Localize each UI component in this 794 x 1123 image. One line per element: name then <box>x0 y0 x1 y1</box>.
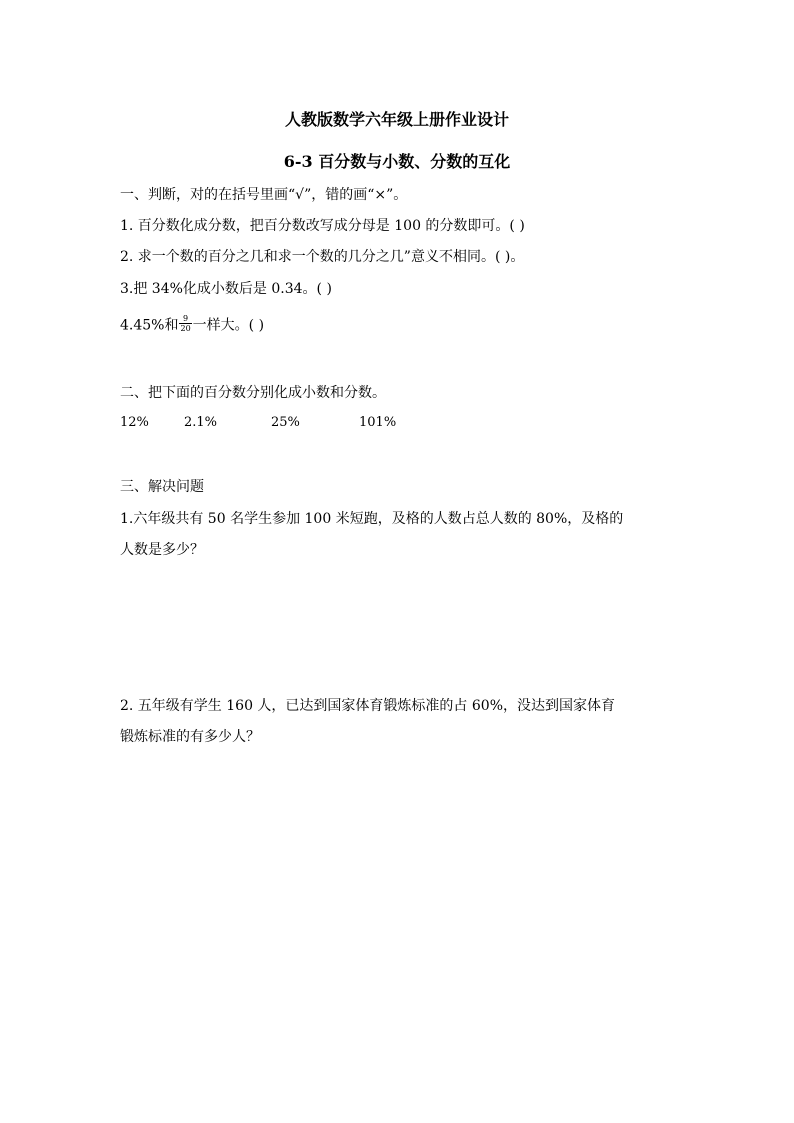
judgement-question-1: 1. 百分数化成分数，把百分数改写成分母是 100 的分数即可。( ) <box>120 218 525 234</box>
judgement-question-3: 3.把 34%化成小数后是 0.34。( ) <box>120 281 332 297</box>
lesson-subtitle: 6-3 百分数与小数、分数的互化 <box>283 152 511 171</box>
judgement-question-4 <box>120 316 264 335</box>
problem-1-line-2: 人数是多少？ <box>120 542 204 558</box>
percent-item: 25% <box>271 415 300 430</box>
fraction-denominator: 20 <box>180 324 191 333</box>
fraction-numerator: 9 <box>183 314 189 323</box>
section2-heading: 二、把下面的百分数分别化成小数和分数。 <box>120 385 386 401</box>
percent-item: 2.1% <box>184 415 218 430</box>
worksheet-title: 人教版数学六年级上册作业设计 <box>284 110 509 129</box>
section1-heading: 一、判断，对的在括号里画“√”，错的画“×”。 <box>120 187 408 203</box>
percent-item: 101% <box>359 415 397 430</box>
problem-2-line-2: 锻炼标准的有多少人？ <box>120 729 260 745</box>
judgement-question-4-prefix: 4.45%和 <box>120 317 179 334</box>
section3-heading: 三、解决问题 <box>120 479 204 495</box>
problem-1-line-1: 1.六年级共有 50 名学生参加 100 米短跑，及格的人数占总人数的 80%，及格的 <box>120 511 624 527</box>
percent-item: 12% <box>120 415 149 430</box>
problem-2-line-1: 2. 五年级有学生 160 人，已达到国家体育锻炼标准的占 60%，没达到国家体育 <box>120 698 615 714</box>
judgement-question-4-suffix: 一样大。( ) <box>192 317 265 334</box>
percent-list <box>120 415 520 433</box>
judgement-question-2: 2. 求一个数的百分之几和求一个数的几分之几”意义不相同。( )。 <box>120 249 525 265</box>
fraction <box>179 314 191 333</box>
